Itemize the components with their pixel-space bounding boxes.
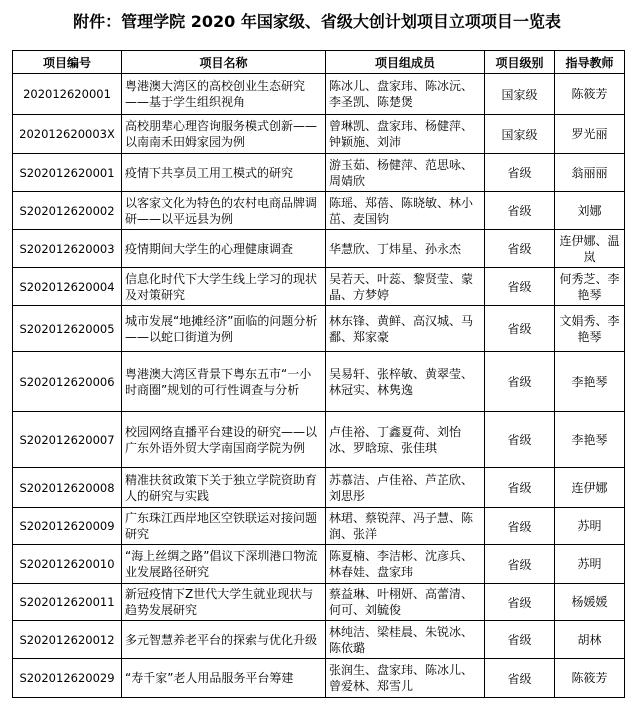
cell-project-name: 以客家文化为特色的农村电商品牌调研——以平远县为例 bbox=[122, 192, 326, 230]
header-project-name: 项目名称 bbox=[122, 51, 326, 74]
cell-teacher: 陈筱芳 bbox=[555, 74, 625, 115]
cell-project-name: 粤港澳大湾区背景下粤东五市“一小时商圈”规划的可行性调查与分析 bbox=[122, 352, 326, 412]
cell-project-name: 校园网络直播平台建设的研究——以广东外语外贸大学南国商学院为例 bbox=[122, 412, 326, 468]
cell-project-id: S202012620005 bbox=[13, 306, 122, 352]
cell-project-id: 202012620001 bbox=[13, 74, 122, 115]
table-header-row bbox=[13, 51, 625, 74]
cell-teacher: 杨媛媛 bbox=[555, 584, 625, 621]
project-table bbox=[12, 50, 625, 698]
cell-project-id: S202012620004 bbox=[13, 268, 122, 306]
cell-teacher: 胡林 bbox=[555, 621, 625, 659]
cell-teacher: 陈筱芳 bbox=[555, 659, 625, 698]
cell-members: 吴若天、叶蕊、黎贤莹、蒙晶、方梦婷 bbox=[326, 268, 485, 306]
cell-level: 省级 bbox=[485, 306, 555, 352]
cell-project-id: S202012620001 bbox=[13, 154, 122, 192]
cell-project-name: 多元智慧养老平台的探索与优化升级 bbox=[122, 621, 326, 659]
cell-level: 省级 bbox=[485, 154, 555, 192]
cell-project-id: S202012620006 bbox=[13, 352, 122, 412]
cell-level: 省级 bbox=[485, 352, 555, 412]
cell-project-name: 粤港澳大湾区的高校创业生态研究——基于学生组织视角 bbox=[122, 74, 326, 115]
cell-members: 苏慕洁、卢佳裕、芦芷欣、刘思彤 bbox=[326, 468, 485, 508]
cell-project-id: 202012620003X bbox=[13, 115, 122, 154]
cell-project-name: 广东珠江西岸地区空铁联运对接问题研究 bbox=[122, 508, 326, 545]
cell-members: 林东锋、黄鲜、高汉城、马鄱、郑家豪 bbox=[326, 306, 485, 352]
cell-teacher: 苏明 bbox=[555, 545, 625, 584]
cell-level: 省级 bbox=[485, 584, 555, 621]
cell-members: 华慧欣、丁炜星、孙永杰 bbox=[326, 230, 485, 268]
table-row bbox=[13, 412, 625, 468]
cell-project-name: 城市发展“地摊经济”面临的问题分析——以蛇口街道为例 bbox=[122, 306, 326, 352]
cell-level: 国家级 bbox=[485, 115, 555, 154]
table-row bbox=[13, 584, 625, 621]
cell-members: 张润生、盘家玮、陈冰儿、曾爱林、郑雪儿 bbox=[326, 659, 485, 698]
cell-level: 省级 bbox=[485, 268, 555, 306]
cell-project-id: S202012620029 bbox=[13, 659, 122, 698]
cell-teacher: 罗光丽 bbox=[555, 115, 625, 154]
cell-teacher: 李艳琴 bbox=[555, 352, 625, 412]
header-members: 项目组成员 bbox=[326, 51, 485, 74]
table-row bbox=[13, 352, 625, 412]
cell-project-id: S202012620010 bbox=[13, 545, 122, 584]
table-row bbox=[13, 621, 625, 659]
cell-project-id: S202012620012 bbox=[13, 621, 122, 659]
table-row bbox=[13, 192, 625, 230]
cell-level: 省级 bbox=[485, 545, 555, 584]
cell-project-name: “寿千家”老人用品服务平台筹建 bbox=[122, 659, 326, 698]
cell-level: 省级 bbox=[485, 192, 555, 230]
cell-level: 省级 bbox=[485, 621, 555, 659]
cell-project-id: S202012620009 bbox=[13, 508, 122, 545]
table-row bbox=[13, 74, 625, 115]
cell-teacher: 刘娜 bbox=[555, 192, 625, 230]
cell-project-name: 精准扶贫政策下关于独立学院资助育人的研究与实践 bbox=[122, 468, 326, 508]
cell-members: 陈夏楠、李洁彬、沈彦兵、林春娃、盘家玮 bbox=[326, 545, 485, 584]
cell-members: 陈冰儿、盘家玮、陈冰沅、李圣凯、陈楚煲 bbox=[326, 74, 485, 115]
cell-project-name: 新冠疫情下Z世代大学生就业现状与趋势发展研究 bbox=[122, 584, 326, 621]
cell-level: 省级 bbox=[485, 412, 555, 468]
table-row bbox=[13, 508, 625, 545]
cell-members: 卢佳裕、丁鑫夏荷、刘怡冰、罗晗琼、张佳琪 bbox=[326, 412, 485, 468]
cell-project-name: “海上丝绸之路”倡议下深圳港口物流业发展路径研究 bbox=[122, 545, 326, 584]
cell-teacher: 文娟秀、李艳琴 bbox=[555, 306, 625, 352]
cell-teacher: 李艳琴 bbox=[555, 412, 625, 468]
cell-level: 国家级 bbox=[485, 74, 555, 115]
cell-project-id: S202012620008 bbox=[13, 468, 122, 508]
table-row bbox=[13, 268, 625, 306]
cell-project-id: S202012620002 bbox=[13, 192, 122, 230]
cell-project-name: 高校朋辈心理咨询服务模式创新——以南南禾田姆家园为例 bbox=[122, 115, 326, 154]
header-teacher: 指导教师 bbox=[555, 51, 625, 74]
cell-project-id: S202012620007 bbox=[13, 412, 122, 468]
cell-level: 省级 bbox=[485, 508, 555, 545]
table-row bbox=[13, 659, 625, 698]
table-row bbox=[13, 115, 625, 154]
cell-teacher: 连伊娜、温岚 bbox=[555, 230, 625, 268]
table-row bbox=[13, 468, 625, 508]
cell-members: 林纯洁、梁桂晨、朱锐冰、陈依璐 bbox=[326, 621, 485, 659]
table-row bbox=[13, 306, 625, 352]
cell-level: 省级 bbox=[485, 468, 555, 508]
cell-teacher: 何秀芝、李艳琴 bbox=[555, 268, 625, 306]
header-project-id: 项目编号 bbox=[13, 51, 122, 74]
cell-level: 省级 bbox=[485, 230, 555, 268]
cell-members: 林珺、蔡锐萍、冯子慧、陈润、张洋 bbox=[326, 508, 485, 545]
cell-teacher: 苏明 bbox=[555, 508, 625, 545]
cell-teacher: 翁丽丽 bbox=[555, 154, 625, 192]
table-row bbox=[13, 154, 625, 192]
cell-teacher: 连伊娜 bbox=[555, 468, 625, 508]
cell-project-id: S202012620003 bbox=[13, 230, 122, 268]
cell-project-name: 疫情下共享员工用工模式的研究 bbox=[122, 154, 326, 192]
cell-members: 曾琳凯、盘家玮、杨健萍、钟颖施、刘沛 bbox=[326, 115, 485, 154]
cell-project-id: S202012620011 bbox=[13, 584, 122, 621]
cell-members: 游玉茹、杨健萍、范思咏、周婧欣 bbox=[326, 154, 485, 192]
page-title: 附件：管理学院 2020 年国家级、省级大创计划项目立项项目一览表 bbox=[73, 12, 561, 31]
cell-level: 省级 bbox=[485, 659, 555, 698]
cell-project-name: 信息化时代下大学生线上学习的现状及对策研究 bbox=[122, 268, 326, 306]
cell-members: 吴易轩、张梓敏、黄翠莹、林冠实、林隽逸 bbox=[326, 352, 485, 412]
header-level: 项目级别 bbox=[485, 51, 555, 74]
cell-project-name: 疫情期间大学生的心理健康调查 bbox=[122, 230, 326, 268]
table-row bbox=[13, 545, 625, 584]
cell-members: 陈瑶、郑蓓、陈晓敏、林小茁、麦国钧 bbox=[326, 192, 485, 230]
cell-members: 蔡益琳、叶栩妍、高蕾清、何可、刘毓俊 bbox=[326, 584, 485, 621]
table-row bbox=[13, 230, 625, 268]
